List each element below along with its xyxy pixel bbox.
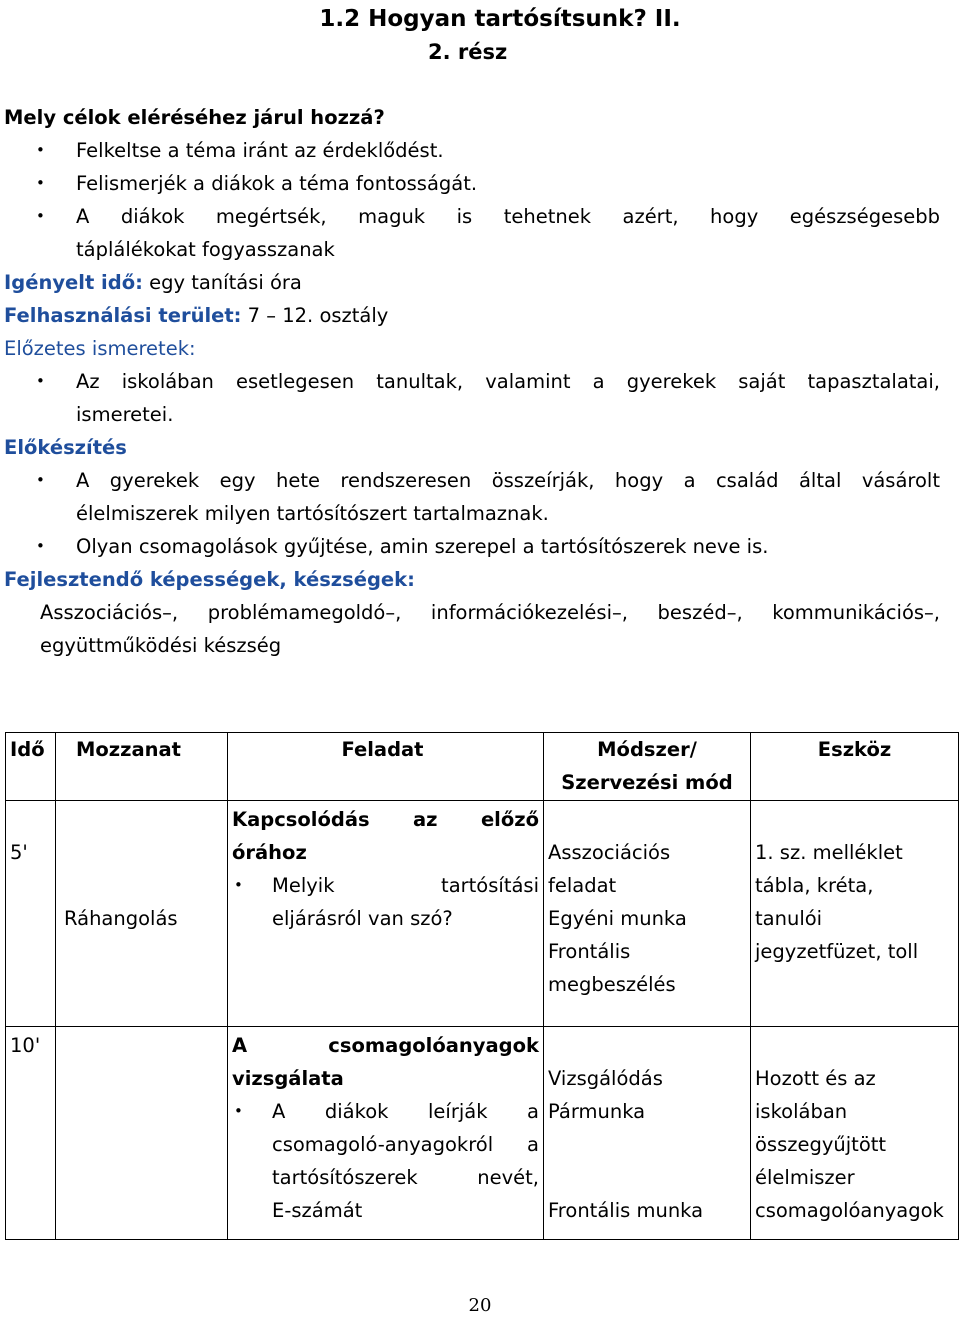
row1-eszkoz-line: tábla, kréta, xyxy=(755,874,874,897)
row1-eszkoz-line: jegyzetfüzet, toll xyxy=(755,940,919,963)
header-modszer-line2: Szervezési mód xyxy=(561,771,733,794)
goal-item: • Felismerjék a diákok a téma fontosságát. xyxy=(4,167,940,200)
row2-feladat xyxy=(228,1027,544,1240)
row1-feladat-bullet-cont: eljárásról van szó? xyxy=(272,907,453,930)
row1-feladat-bullet-line: • Melyik tartósítási xyxy=(272,874,539,897)
header-feladat: Feladat xyxy=(228,733,544,801)
row1-eszkoz-line: tanulói xyxy=(755,907,823,930)
header-eszkoz: Eszköz xyxy=(751,733,959,801)
header-modszer-line1: Módszer/ xyxy=(597,738,697,761)
row2-feladat-bullet-line: csomagoló-anyagokról a xyxy=(272,1133,539,1156)
row2-feladat-bullet xyxy=(232,1095,539,1227)
skills-line: együttműködési készség xyxy=(40,634,282,657)
prep-item-continuation: élelmiszerek milyen tartósítószert tartalmaznak. xyxy=(76,502,549,525)
row1-feladat xyxy=(228,801,544,1027)
row2-feladat-title-cont: vizsgálata xyxy=(232,1067,344,1090)
goal-item: • A diákok megértsék, maguk is tehetnek azért, hogy egészségesebb xyxy=(4,200,940,233)
area-value: 7 – 12. osztály xyxy=(241,304,389,327)
row1-modszer-line: Asszociációs xyxy=(548,841,671,864)
row1-feladat-title-cont: órához xyxy=(232,841,307,864)
lesson-intro xyxy=(4,101,940,662)
area-label: Felhasználási terület: xyxy=(4,304,242,327)
row1-eszkoz xyxy=(751,801,959,1027)
row1-feladat-bullet xyxy=(232,869,539,902)
row2-ido: 10' xyxy=(6,1027,56,1240)
skills-label: Fejlesztendő képességek, készségek: xyxy=(4,568,415,591)
row2-feladat-bullet-line: • A diákok leírják a xyxy=(272,1100,539,1123)
time-label: Igényelt idő: xyxy=(4,271,143,294)
row2-feladat-bullet-line: tartósítószerek nevét, xyxy=(272,1166,539,1189)
row1-feladat-title: Kapcsolódás az előző xyxy=(232,808,539,831)
lesson-plan-table xyxy=(5,732,959,1240)
prep-label: Előkészítés xyxy=(4,436,127,459)
page-subtitle: 2. rész xyxy=(428,40,508,64)
row2-eszkoz xyxy=(751,1027,959,1240)
goal-item: • Felkeltse a téma iránt az érdeklődést. xyxy=(4,134,940,167)
prep-item: • Olyan csomagolások gyűjtése, amin szerepel a tartósítószerek neve is. xyxy=(4,530,940,563)
prep-item: • A gyerekek egy hete rendszeresen összeírják, hogy a család által vásárolt xyxy=(4,464,940,497)
page-title: 1.2 Hogyan tartósítsunk? II. xyxy=(319,6,681,32)
row1-mozzanat: Ráhangolás xyxy=(56,801,228,1027)
skills-line: Asszociációs–, problémamegoldó–, információkezelési–, beszéd–, kommunikációs–, xyxy=(40,601,940,624)
header-ido: Idő xyxy=(6,733,56,801)
header-mozzanat: Mozzanat xyxy=(56,733,228,801)
table-row xyxy=(6,801,959,1027)
row2-modszer-line: Pármunka xyxy=(548,1100,646,1123)
page-number: 20 xyxy=(468,1295,492,1316)
row2-mozzanat xyxy=(56,1027,228,1240)
row2-eszkoz-line: Hozott és az xyxy=(755,1067,876,1090)
prior-item: • Az iskolában esetlegesen tanultak, valamint a gyerekek saját tapasztalatai, xyxy=(4,365,940,398)
area-row xyxy=(4,299,940,332)
prior-item-continuation: ismeretei. xyxy=(76,403,174,426)
row2-modszer-line: Frontális munka xyxy=(548,1199,704,1222)
row1-modszer-line: megbeszélés xyxy=(548,973,676,996)
row2-eszkoz-line: csomagolóanyagok xyxy=(755,1199,944,1222)
table-header-row xyxy=(6,733,959,801)
prior-label: Előzetes ismeretek: xyxy=(4,337,196,360)
row2-eszkoz-line: iskolában xyxy=(755,1100,848,1123)
time-row xyxy=(4,266,940,299)
row2-feladat-title: A csomagolóanyagok xyxy=(232,1034,539,1057)
header-modszer xyxy=(544,733,751,801)
row2-modszer xyxy=(544,1027,751,1240)
row1-modszer-line: Egyéni munka xyxy=(548,907,687,930)
time-value: egy tanítási óra xyxy=(142,271,302,294)
goals-heading: Mely célok eléréséhez járul hozzá? xyxy=(4,106,385,129)
row2-eszkoz-line: élelmiszer xyxy=(755,1166,855,1189)
row2-feladat-bullet-line: E-számát xyxy=(272,1199,363,1222)
goal-item-continuation: táplálékokat fogyasszanak xyxy=(76,238,335,261)
row2-eszkoz-line: összegyűjtött xyxy=(755,1133,887,1156)
row1-eszkoz-line: 1. sz. melléklet xyxy=(755,841,903,864)
row2-modszer-line: Vizsgálódás xyxy=(548,1067,663,1090)
row1-ido: 5' xyxy=(6,801,56,1027)
row1-modszer xyxy=(544,801,751,1027)
row1-modszer-line: Frontális xyxy=(548,940,631,963)
row1-modszer-line: feladat xyxy=(548,874,617,897)
table-row xyxy=(6,1027,959,1240)
